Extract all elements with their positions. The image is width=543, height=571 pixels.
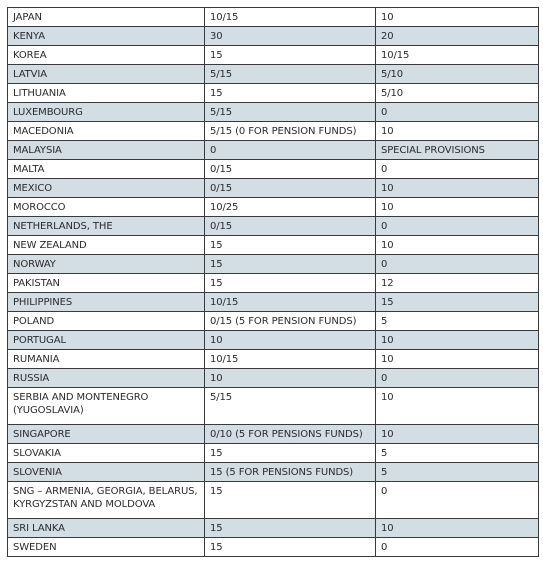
rate-b-cell: 10 bbox=[376, 388, 539, 425]
table-row bbox=[8, 27, 539, 46]
table-body bbox=[8, 8, 539, 557]
rate-a-cell: 0/15 (5 FOR PENSION FUNDS) bbox=[205, 312, 376, 331]
country-cell: MACEDONIA bbox=[8, 122, 205, 141]
rate-b-cell: 0 bbox=[376, 255, 539, 274]
rate-a-cell: 15 bbox=[205, 519, 376, 538]
table-row bbox=[8, 312, 539, 331]
rate-b-cell: 10 bbox=[376, 8, 539, 27]
rate-b-cell: 0 bbox=[376, 538, 539, 557]
country-cell: MOROCCO bbox=[8, 198, 205, 217]
rate-b-cell: 5 bbox=[376, 312, 539, 331]
rate-b-cell: 10 bbox=[376, 331, 539, 350]
country-cell: SRI LANKA bbox=[8, 519, 205, 538]
rate-b-cell: SPECIAL PROVISIONS bbox=[376, 141, 539, 160]
table-row bbox=[8, 463, 539, 482]
country-cell: RUSSIA bbox=[8, 369, 205, 388]
rate-b-cell: 5 bbox=[376, 444, 539, 463]
table-row bbox=[8, 236, 539, 255]
rate-a-cell: 0/10 (5 FOR PENSIONS FUNDS) bbox=[205, 425, 376, 444]
rate-a-cell: 10 bbox=[205, 369, 376, 388]
table-row bbox=[8, 350, 539, 369]
rate-a-cell: 15 bbox=[205, 84, 376, 103]
table-row bbox=[8, 65, 539, 84]
country-cell: SLOVENIA bbox=[8, 463, 205, 482]
rate-b-cell: 10 bbox=[376, 519, 539, 538]
table-row bbox=[8, 198, 539, 217]
table-row bbox=[8, 388, 539, 425]
rate-b-cell: 15 bbox=[376, 293, 539, 312]
rate-b-cell: 12 bbox=[376, 274, 539, 293]
country-cell: SINGAPORE bbox=[8, 425, 205, 444]
rate-a-cell: 10 bbox=[205, 331, 376, 350]
country-cell: MEXICO bbox=[8, 179, 205, 198]
table-row bbox=[8, 425, 539, 444]
country-cell: MALAYSIA bbox=[8, 141, 205, 160]
table-row bbox=[8, 84, 539, 103]
table-row bbox=[8, 444, 539, 463]
table-row bbox=[8, 160, 539, 179]
table-row bbox=[8, 519, 539, 538]
rate-b-cell: 10 bbox=[376, 350, 539, 369]
rate-a-cell: 10/15 bbox=[205, 350, 376, 369]
rate-b-cell: 0 bbox=[376, 482, 539, 519]
table-row bbox=[8, 179, 539, 198]
table-row bbox=[8, 122, 539, 141]
country-cell: RUMANIA bbox=[8, 350, 205, 369]
rate-b-cell: 20 bbox=[376, 27, 539, 46]
rate-a-cell: 15 bbox=[205, 255, 376, 274]
rate-a-cell: 10/25 bbox=[205, 198, 376, 217]
rate-a-cell: 5/15 bbox=[205, 103, 376, 122]
table-row bbox=[8, 293, 539, 312]
country-cell: NORWAY bbox=[8, 255, 205, 274]
rate-b-cell: 5/10 bbox=[376, 65, 539, 84]
table-row bbox=[8, 8, 539, 27]
rate-a-cell: 0 bbox=[205, 141, 376, 160]
country-cell: NETHERLANDS, THE bbox=[8, 217, 205, 236]
country-cell: SWEDEN bbox=[8, 538, 205, 557]
rate-b-cell: 10 bbox=[376, 236, 539, 255]
rate-b-cell: 10/15 bbox=[376, 46, 539, 65]
table-row bbox=[8, 141, 539, 160]
rate-b-cell: 5/10 bbox=[376, 84, 539, 103]
rate-a-cell: 10/15 bbox=[205, 293, 376, 312]
country-cell: PHILIPPINES bbox=[8, 293, 205, 312]
table-row bbox=[8, 255, 539, 274]
rate-b-cell: 10 bbox=[376, 122, 539, 141]
country-cell: NEW ZEALAND bbox=[8, 236, 205, 255]
rate-a-cell: 15 bbox=[205, 444, 376, 463]
country-cell: LUXEMBOURG bbox=[8, 103, 205, 122]
country-cell: LATVIA bbox=[8, 65, 205, 84]
rate-a-cell: 5/15 bbox=[205, 388, 376, 425]
rate-a-cell: 15 (5 FOR PENSIONS FUNDS) bbox=[205, 463, 376, 482]
rate-b-cell: 0 bbox=[376, 160, 539, 179]
rate-a-cell: 15 bbox=[205, 46, 376, 65]
rate-b-cell: 10 bbox=[376, 179, 539, 198]
rate-b-cell: 0 bbox=[376, 103, 539, 122]
rate-a-cell: 5/15 bbox=[205, 65, 376, 84]
rate-a-cell: 15 bbox=[205, 538, 376, 557]
rate-a-cell: 30 bbox=[205, 27, 376, 46]
rate-a-cell: 0/15 bbox=[205, 217, 376, 236]
country-cell: SERBIA AND MONTENEGRO (YUGOSLAVIA) bbox=[8, 388, 205, 425]
rate-a-cell: 5/15 (0 FOR PENSION FUNDS) bbox=[205, 122, 376, 141]
table-row bbox=[8, 46, 539, 65]
rate-b-cell: 0 bbox=[376, 369, 539, 388]
country-cell: SNG – ARMENIA, GEORGIA, BELARUS, KYRGYZSTAN AND MOLDOVA bbox=[8, 482, 205, 519]
country-cell: KOREA bbox=[8, 46, 205, 65]
country-cell: MALTA bbox=[8, 160, 205, 179]
table-row bbox=[8, 331, 539, 350]
rate-a-cell: 0/15 bbox=[205, 179, 376, 198]
table-row bbox=[8, 369, 539, 388]
rate-a-cell: 10/15 bbox=[205, 8, 376, 27]
table-row bbox=[8, 103, 539, 122]
country-cell: JAPAN bbox=[8, 8, 205, 27]
country-cell: LITHUANIA bbox=[8, 84, 205, 103]
table-row bbox=[8, 482, 539, 519]
rate-a-cell: 15 bbox=[205, 236, 376, 255]
rate-a-cell: 15 bbox=[205, 482, 376, 519]
rate-a-cell: 0/15 bbox=[205, 160, 376, 179]
rate-a-cell: 15 bbox=[205, 274, 376, 293]
table-row bbox=[8, 274, 539, 293]
rate-b-cell: 5 bbox=[376, 463, 539, 482]
tax-rates-table bbox=[7, 7, 539, 557]
country-cell: POLAND bbox=[8, 312, 205, 331]
rate-b-cell: 10 bbox=[376, 198, 539, 217]
table-row bbox=[8, 217, 539, 236]
country-cell: KENYA bbox=[8, 27, 205, 46]
country-cell: PAKISTAN bbox=[8, 274, 205, 293]
country-cell: SLOVAKIA bbox=[8, 444, 205, 463]
country-cell: PORTUGAL bbox=[8, 331, 205, 350]
rate-b-cell: 0 bbox=[376, 217, 539, 236]
table-row bbox=[8, 538, 539, 557]
rate-b-cell: 10 bbox=[376, 425, 539, 444]
